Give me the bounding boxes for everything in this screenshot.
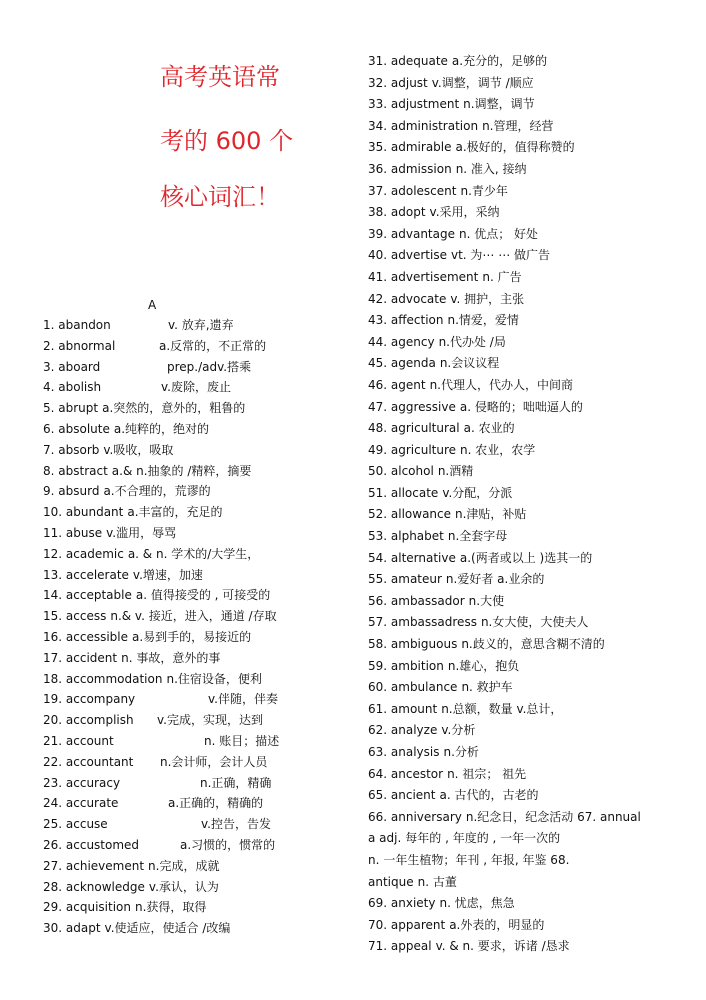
- vocab-word: 5. abrupt: [43, 401, 99, 416]
- vocab-word: 31. adequate: [368, 54, 448, 68]
- vocab-definition: a. 值得接受的 , 可接受的: [135, 588, 271, 603]
- vocab-word: 18. accommodation: [43, 671, 163, 686]
- vocab-definition: n. 事故，意外的事: [121, 650, 221, 665]
- vocab-entry: [368, 529, 688, 551]
- vocab-definition: n.爱好者 a.业余的: [445, 572, 545, 587]
- vocab-entry: [368, 97, 688, 119]
- vocab-word: 16. accessible: [43, 629, 129, 644]
- vocab-entry: [43, 526, 333, 547]
- vocab-word: 51. allocate: [368, 485, 439, 500]
- vocab-definition: n.代理人，代办人，中间商: [429, 377, 573, 392]
- vocab-definition: v.承认，认为: [148, 879, 219, 894]
- vocab-definition: a.纯粹的，绝对的: [113, 421, 210, 436]
- vocab-definition: n.会计师，会计人员: [160, 754, 268, 769]
- vocab-definition: n. 农业，农学: [460, 442, 536, 457]
- vocab-word: 36. admission: [368, 161, 452, 176]
- vocab-entry: [368, 745, 688, 767]
- vocab-word: a adj.: [368, 831, 402, 846]
- vocab-entry: [368, 486, 688, 508]
- vocab-word: 60. ambulance: [368, 680, 458, 695]
- vocab-entry: [368, 184, 688, 206]
- vocab-definition: n.正确，精确: [200, 775, 272, 790]
- vocab-word: 32. adjust: [368, 75, 428, 90]
- vocab-entry: [368, 248, 688, 270]
- vocab-entry: [368, 54, 688, 76]
- vocab-definition: v.分析: [441, 723, 476, 738]
- vocab-definition: n.歧义的，意思含糊不清的: [461, 637, 605, 652]
- vocab-word: 54. alternative: [368, 550, 456, 565]
- vocab-definition: n.调整，调节: [463, 97, 535, 112]
- vocab-entry: [43, 630, 333, 651]
- vocab-entry: [43, 339, 333, 360]
- vocab-definition: n. 忧虑，焦急: [439, 896, 515, 911]
- vocab-word: 40. advertise: [368, 248, 447, 263]
- vocab-word: 2. abnormal: [43, 338, 116, 353]
- vocab-entry: [43, 817, 333, 838]
- vocab-definition: a.不合理的，荒谬的: [103, 484, 211, 499]
- vocab-word: 19. accompany: [43, 692, 136, 707]
- vocab-word: 58. ambiguous: [368, 637, 458, 652]
- vocab-entry: [43, 422, 333, 443]
- vocab-entry: [43, 318, 333, 339]
- vocab-word: 37. adolescent: [368, 183, 457, 198]
- vocab-definition: a. 古代的，古老的: [439, 788, 539, 803]
- vocab-word: 20. accomplish: [43, 713, 134, 728]
- vocab-entry: [43, 651, 333, 672]
- vocab-entry: [43, 588, 333, 609]
- vocab-word: antique: [368, 874, 414, 889]
- vocab-definition: n.大使: [468, 593, 505, 608]
- vocab-entry: [368, 572, 688, 594]
- vocab-entry: [368, 788, 688, 810]
- vocab-word: 43. affection: [368, 313, 444, 328]
- vocab-entry: [368, 119, 688, 141]
- vocab-word: 27. achievement: [43, 858, 145, 873]
- vocab-entry: [43, 921, 333, 942]
- vocab-entry: [43, 880, 333, 901]
- vocab-word: 65. ancient: [368, 788, 436, 803]
- vocab-word: 24. accurate: [43, 796, 119, 811]
- vocab-word: 6. absolute: [43, 421, 110, 436]
- vocab-word: n.: [368, 852, 380, 867]
- vocab-word: 47. aggressive: [368, 399, 456, 414]
- vocab-entry: [368, 594, 688, 616]
- vocab-entry: [43, 547, 333, 568]
- vocab-entry: [368, 853, 688, 875]
- vocab-entry: [43, 360, 333, 381]
- vocab-definition: n. 古董: [417, 874, 457, 889]
- vocab-entry: [43, 568, 333, 589]
- vocab-word: 63. analysis: [368, 745, 440, 759]
- vocab-entry: [43, 859, 333, 880]
- vocab-definition: v.完成，实现，达到: [157, 713, 263, 728]
- vocab-definition: a.(两者或以上 )选其一的: [459, 550, 593, 565]
- vocab-entry: [368, 637, 688, 659]
- vocab-entry: [368, 896, 688, 918]
- vocab-definition: n. 祖宗； 祖先: [447, 766, 527, 781]
- vocab-definition: v.分配，分派: [442, 485, 513, 500]
- vocab-definition: v.滥用，辱骂: [106, 525, 177, 540]
- vocab-definition: v. & n. 要求，诉诸 /恳求: [435, 939, 570, 954]
- vocab-definition: n.获得，取得: [134, 900, 207, 915]
- vocab-word: 45. agenda: [368, 356, 436, 371]
- vocab-word: 15. access: [43, 609, 107, 624]
- vocab-word: 3. aboard: [43, 359, 101, 374]
- vocab-word: 66. anniversary: [368, 809, 462, 824]
- vocab-definition: vt. 为⋯ ⋯ 做广告: [450, 248, 551, 263]
- vocab-definition: v. 放弃,遗弃: [168, 318, 234, 332]
- vocab-word: 11. abuse: [43, 525, 103, 540]
- vocab-word: 64. ancestor: [368, 766, 444, 781]
- vocab-entry: [43, 755, 333, 776]
- vocab-word: 1. abandon: [43, 318, 111, 332]
- vocab-word: 22. accountant: [43, 754, 134, 769]
- vocab-definition: a.& n.抽象的 /精粹，摘要: [111, 463, 252, 478]
- vocab-word: 62. analyze: [368, 723, 438, 738]
- vocab-entry: [368, 400, 688, 422]
- vocab-word: 34. administration: [368, 118, 479, 133]
- vocab-entry: [43, 900, 333, 921]
- vocab-entry: [368, 335, 688, 357]
- vocab-entry: [368, 313, 688, 335]
- vocab-entry: [368, 378, 688, 400]
- vocab-entry: [368, 702, 688, 724]
- vocab-word: 46. agent: [368, 377, 426, 392]
- vocab-entry: [43, 609, 333, 630]
- vocab-definition: v.采用，采纳: [429, 205, 500, 220]
- vocab-definition: n.情爱，爱情: [447, 313, 519, 328]
- vocab-word: 35. admirable: [368, 140, 452, 155]
- vocab-entry: [43, 380, 333, 401]
- vocab-definition: n. 广告: [482, 269, 522, 284]
- vocab-definition: a.易到手的，易接近的: [132, 629, 252, 644]
- vocab-entry: [43, 838, 333, 859]
- vocab-definition: a.正确的，精确的: [168, 796, 264, 811]
- vocab-entry: [43, 505, 333, 526]
- vocab-entry: [43, 443, 333, 464]
- vocab-word: 61. amount: [368, 701, 438, 716]
- page-title-line-1: 高考英语常: [160, 63, 280, 91]
- vocab-definition: n.完成，成就: [148, 858, 220, 873]
- vocab-word: 52. allowance: [368, 507, 452, 522]
- vocab-entry: [368, 270, 688, 292]
- vocab-word: 49. agriculture: [368, 442, 457, 457]
- vocab-entry: [368, 723, 688, 745]
- vocab-definition: a. 侵略的；咄咄逼人的: [459, 399, 583, 414]
- vocab-word: 57. ambassadress: [368, 615, 477, 630]
- vocab-entry: [368, 140, 688, 162]
- vocab-definition: n.代办处 /局: [438, 334, 506, 349]
- vocab-word: 50. alcohol: [368, 464, 434, 479]
- vocab-definition: n.& v. 接近，进入，通道 /存取: [110, 609, 277, 624]
- vocab-word: 13. accelerate: [43, 567, 129, 582]
- vocab-definition: v.控告，告发: [201, 817, 271, 832]
- vocab-definition: n.分析: [443, 745, 479, 759]
- vocab-word: 28. acknowledge: [43, 879, 145, 894]
- vocab-word: 21. account: [43, 733, 114, 748]
- vocab-list-right: [368, 54, 688, 961]
- vocab-definition: a.丰富的，充足的: [127, 505, 223, 520]
- vocab-definition: n.青少年: [460, 183, 508, 198]
- vocab-word: 17. accident: [43, 650, 118, 665]
- vocab-word: 8. abstract: [43, 463, 108, 478]
- vocab-word: 71. appeal: [368, 939, 432, 954]
- vocab-word: 30. adapt: [43, 921, 101, 936]
- vocab-entry: [368, 356, 688, 378]
- vocab-definition: a.反常的，不正常的: [159, 338, 267, 353]
- vocab-word: 42. advocate: [368, 291, 447, 306]
- vocab-definition: n.管理，经营: [482, 118, 554, 133]
- vocab-entry: [368, 205, 688, 227]
- vocab-definition: prep./adv.搭乘: [167, 359, 252, 374]
- vocab-entry: [368, 918, 688, 940]
- vocab-definition: n.会议议程: [439, 356, 500, 371]
- vocab-entry: [368, 680, 688, 702]
- vocab-list-left: [43, 318, 333, 942]
- vocab-entry: [43, 713, 333, 734]
- vocab-definition: n.女大使，大使夫人: [480, 615, 589, 630]
- vocab-entry: [43, 401, 333, 422]
- vocab-word: 25. accuse: [43, 817, 108, 832]
- vocab-word: 38. adopt: [368, 205, 426, 220]
- vocab-entry: [43, 796, 333, 817]
- vocab-definition: a.习惯的，惯常的: [180, 837, 276, 852]
- vocab-definition: a.充分的，足够的: [451, 54, 548, 68]
- vocab-word: 56. ambassador: [368, 593, 465, 608]
- vocab-definition: n.雄心，抱负: [447, 658, 520, 673]
- vocab-word: 53. alphabet: [368, 529, 444, 544]
- vocab-definition: n.全套字母: [447, 529, 508, 544]
- vocab-definition: n.总额，数量 v.总计，: [441, 701, 563, 716]
- vocab-definition: a. & n. 学术的/大学生，: [127, 546, 260, 561]
- vocab-definition: n.住宿设备，便利: [166, 671, 262, 686]
- vocab-entry: [368, 292, 688, 314]
- vocab-definition: n. 救护车: [461, 680, 513, 695]
- vocab-entry: [43, 484, 333, 505]
- vocab-word: 33. adjustment: [368, 97, 460, 112]
- vocab-definition: v. 拥护，主张: [450, 291, 525, 306]
- vocab-definition: n.酒精: [437, 464, 474, 479]
- page-title-line-3: 核心词汇！: [160, 183, 280, 211]
- vocab-word: 14. acceptable: [43, 588, 132, 603]
- vocab-definition: n. 账目；描述: [204, 733, 280, 748]
- vocab-entry: [368, 443, 688, 465]
- vocab-definition: n. 优点； 好处: [459, 226, 539, 241]
- vocab-definition: n. 准入, 接纳: [455, 161, 527, 176]
- vocab-entry: [368, 421, 688, 443]
- vocab-entry: [43, 692, 333, 713]
- vocab-word: 29. acquisition: [43, 900, 131, 915]
- vocab-entry: [368, 76, 688, 98]
- vocab-entry: [368, 831, 688, 853]
- vocab-definition: v.调整，调节 /顺应: [431, 75, 534, 90]
- vocab-word: 55. amateur: [368, 572, 442, 587]
- vocab-word: 26. accustomed: [43, 837, 140, 852]
- vocab-entry: [43, 734, 333, 755]
- vocab-definition: v.增速，加速: [132, 567, 203, 582]
- vocab-definition: v.伴随，伴奏: [208, 692, 278, 707]
- vocab-word: 41. advertisement: [368, 269, 479, 284]
- vocab-entry: [368, 659, 688, 681]
- vocab-entry: [368, 615, 688, 637]
- vocab-entry: [43, 776, 333, 797]
- vocab-entry: [368, 162, 688, 184]
- vocab-definition: v.使适应，使适合 /改编: [104, 921, 231, 936]
- vocab-definition: a.极好的，值得称赞的: [455, 140, 575, 155]
- vocab-word: 69. anxiety: [368, 896, 436, 911]
- vocab-word: 4. abolish: [43, 380, 102, 395]
- vocab-word: 44. agency: [368, 334, 435, 349]
- vocab-word: 39. advantage: [368, 226, 455, 241]
- vocab-entry: [368, 875, 688, 897]
- vocab-word: 59. ambition: [368, 658, 444, 673]
- vocab-definition: 每年的 , 年度的 , 一年一次的: [405, 831, 561, 846]
- vocab-entry: [43, 464, 333, 485]
- vocab-word: 48. agricultural: [368, 421, 460, 436]
- vocab-word: 12. academic: [43, 546, 124, 561]
- vocab-definition: a. 农业的: [463, 421, 515, 436]
- vocab-word: 70. apparent: [368, 917, 446, 932]
- vocab-word: 9. absurd: [43, 484, 100, 499]
- vocab-entry: [368, 767, 688, 789]
- vocab-definition: a.突然的，意外的，粗鲁的: [102, 401, 246, 416]
- vocab-definition: 一年生植物；年刊 , 年报, 年鉴 68.: [383, 852, 570, 867]
- vocab-word: 23. accuracy: [43, 775, 121, 790]
- vocab-definition: n.津贴，补贴: [455, 507, 527, 522]
- vocab-entry: [368, 939, 688, 961]
- vocab-definition: a.外表的，明显的: [449, 917, 545, 932]
- vocab-definition: n.纪念日，纪念活动 67. annual: [465, 809, 641, 824]
- vocab-entry: [368, 507, 688, 529]
- vocab-entry: [368, 810, 688, 832]
- vocab-definition: v.废除，废止: [161, 380, 231, 395]
- section-heading: A: [148, 298, 157, 312]
- vocab-word: 7. absorb: [43, 442, 100, 457]
- vocab-definition: v.吸收，吸取: [103, 442, 174, 457]
- vocab-entry: [368, 464, 688, 486]
- vocab-entry: [368, 551, 688, 573]
- page-title-line-2: 考的 600 个: [160, 127, 294, 155]
- vocab-word: 10. abundant: [43, 505, 124, 520]
- vocab-entry: [43, 672, 333, 693]
- vocab-entry: [368, 227, 688, 249]
